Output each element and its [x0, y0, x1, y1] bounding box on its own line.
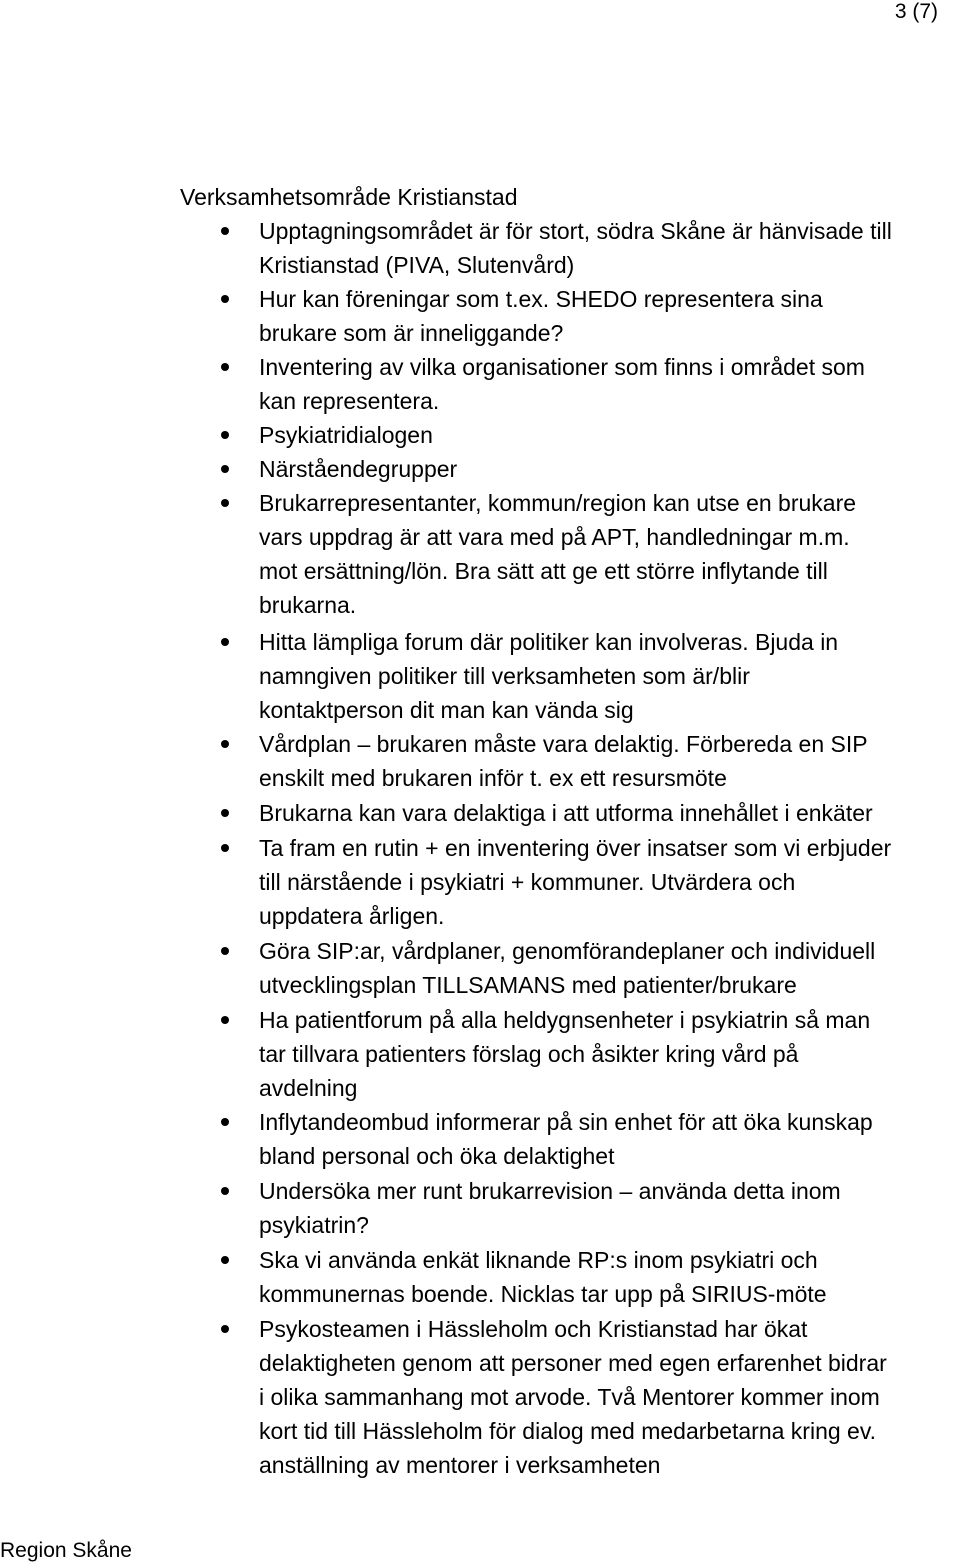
list-item — [259, 282, 823, 350]
list-item — [259, 486, 856, 622]
list-item-line: Hur kan föreningar som t.ex. SHEDO representera sina — [259, 286, 823, 312]
bullet-icon — [221, 796, 241, 830]
bullet-icon — [221, 934, 241, 968]
bullet-icon — [221, 452, 241, 486]
section-title: Verksamhetsområde Kristianstad — [180, 184, 518, 210]
list-item — [259, 796, 873, 830]
list-item-line: Ha patientforum på alla heldygnsenheter i psykiatrin så man — [259, 1007, 871, 1033]
bullet-icon — [221, 831, 241, 865]
list-item — [259, 418, 433, 452]
list-item-line: Brukarna kan vara delaktiga i att utforma innehållet i enkäter — [259, 800, 873, 826]
list-item-line: kan representera. — [259, 388, 440, 414]
list-item-line: kommunernas boende. Nicklas tar upp på SIRIUS-möte — [259, 1281, 827, 1307]
bullet-icon — [221, 486, 241, 520]
list-item-line: anställning av mentorer i verksamheten — [259, 1452, 661, 1478]
list-item — [259, 934, 875, 1002]
list-item — [259, 831, 891, 933]
list-item-line: brukarna. — [259, 592, 357, 618]
list-item-line: Inflytandeombud informerar på sin enhet för att öka kunskap — [259, 1109, 873, 1135]
bullet-icon — [221, 1312, 241, 1346]
list-item-line: Kristianstad (PIVA, Slutenvård) — [259, 252, 575, 278]
bullet-icon — [221, 350, 241, 384]
list-item-line: Hitta lämpliga forum där politiker kan involveras. Bjuda in — [259, 629, 839, 655]
list-item-line: Undersöka mer runt brukarrevision – använda detta inom — [259, 1178, 841, 1204]
page-number: 3 (7) — [894, 0, 938, 23]
list-item-line: tar tillvara patienters förslag och åsikter kring vård på — [259, 1041, 799, 1067]
bullet-icon — [221, 1105, 241, 1139]
list-item-line: vars uppdrag är att vara med på APT, handledningar m.m. — [259, 524, 850, 550]
list-item-line: utvecklingsplan TILLSAMANS med patienter/brukare — [259, 972, 797, 998]
list-item — [259, 1105, 873, 1173]
list-item — [259, 214, 892, 282]
list-item-line: Ta fram en rutin + en inventering över insatser som vi erbjuder — [259, 835, 892, 861]
bullet-icon — [221, 418, 241, 452]
bullet-icon — [221, 1003, 241, 1037]
list-item-line: Upptagningsområdet är för stort, södra Skåne är hänvisade till — [259, 218, 892, 244]
list-item-line: kontaktperson dit man kan vända sig — [259, 697, 634, 723]
list-item — [259, 625, 838, 727]
bullet-icon — [221, 1243, 241, 1277]
list-item-line: delaktigheten genom att personer med egen erfarenhet bidrar — [259, 1350, 887, 1376]
list-item — [259, 1174, 841, 1242]
list-item-line: mot ersättning/lön. Bra sätt att ge ett större inflytande till — [259, 558, 828, 584]
bullet-icon — [221, 282, 241, 316]
list-item-line: namngiven politiker till verksamheten som är/blir — [259, 663, 750, 689]
list-item-line: avdelning — [259, 1075, 358, 1101]
list-item-line: uppdatera årligen. — [259, 903, 445, 929]
bullet-icon — [221, 625, 241, 659]
bullet-icon — [221, 214, 241, 248]
list-item-line: Psykiatridialogen — [259, 422, 433, 448]
list-item-line: kort tid till Hässleholm för dialog med medarbetarna kring ev. — [259, 1418, 877, 1444]
list-item — [259, 1312, 887, 1482]
list-item — [259, 727, 868, 795]
bullet-icon — [221, 1174, 241, 1208]
list-item-line: i olika sammanhang mot arvode. Två Mentorer kommer inom — [259, 1384, 880, 1410]
list-item — [259, 350, 865, 418]
list-item — [259, 1243, 827, 1311]
list-item-line: Närståendegrupper — [259, 456, 458, 482]
list-item-line: bland personal och öka delaktighet — [259, 1143, 615, 1169]
list-item-line: Ska vi använda enkät liknande RP:s inom psykiatri och — [259, 1247, 818, 1273]
list-item-line: Inventering av vilka organisationer som finns i området som — [259, 354, 865, 380]
list-item-line: enskilt med brukaren inför t. ex ett resursmöte — [259, 765, 727, 791]
list-item — [259, 1003, 870, 1105]
list-item-line: brukare som är inneliggande? — [259, 320, 564, 346]
list-item-line: Göra SIP:ar, vårdplaner, genomförandeplaner och individuell — [259, 938, 876, 964]
list-item — [259, 452, 457, 486]
footer-text: Region Skåne — [0, 1539, 132, 1562]
list-item-line: Psykosteamen i Hässleholm och Kristianstad har ökat — [259, 1316, 808, 1342]
list-item-line: Vårdplan – brukaren måste vara delaktig. Förbereda en SIP — [259, 731, 868, 757]
bullet-icon — [221, 727, 241, 761]
list-item-line: Brukarrepresentanter, kommun/region kan utse en brukare — [259, 490, 857, 516]
list-item-line: psykiatrin? — [259, 1212, 369, 1238]
list-item-line: till närstående i psykiatri + kommuner. Utvärdera och — [259, 869, 796, 895]
